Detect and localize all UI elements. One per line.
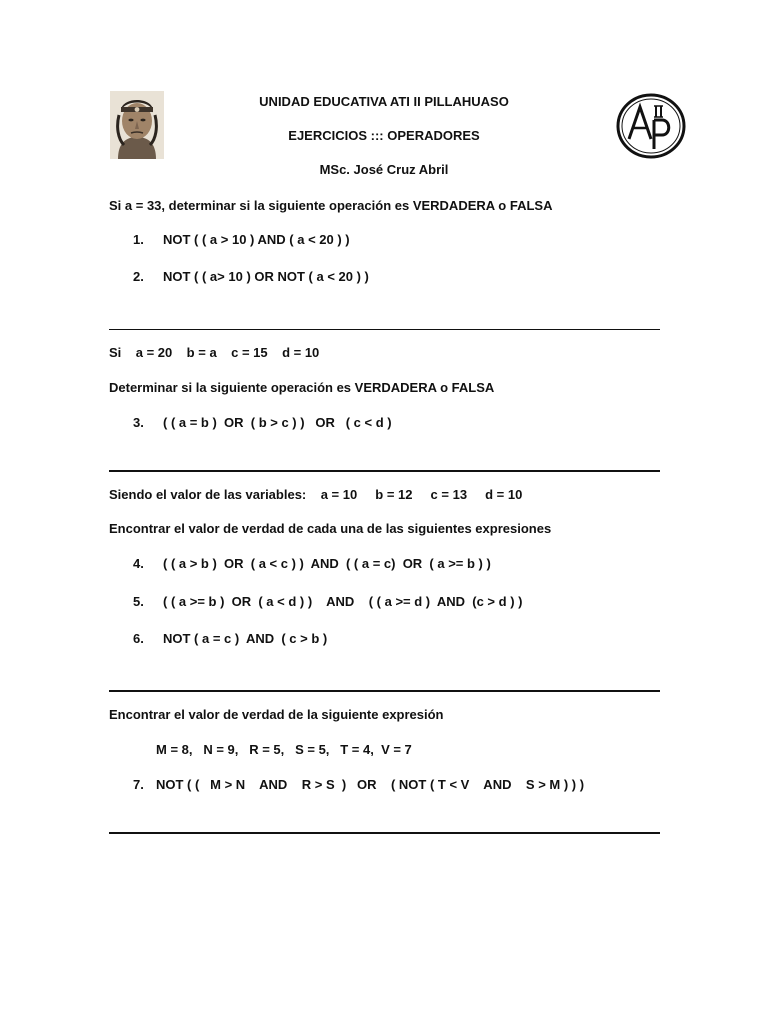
section3-given: Siendo el valor de las variables: a = 10 b = 12 c = 13 d = 10 (109, 487, 523, 502)
item-number: 4. (133, 556, 144, 571)
item-expression: NOT ( ( a > 10 ) AND ( a < 20 ) ) (163, 232, 350, 247)
item-number: 1. (133, 232, 144, 247)
section1-prompt: Si a = 33, determinar si la siguiente operación es VERDADERA o FALSA (109, 198, 553, 213)
item-expression: ( ( a > b ) OR ( a < c ) ) AND ( ( a = c) OR ( a >= b ) ) (163, 556, 491, 571)
section2-prompt: Determinar si la siguiente operación es VERDADERA o FALSA (109, 380, 495, 395)
section4-prompt: Encontrar el valor de verdad de la siguiente expresión (109, 707, 444, 722)
school-name: UNIDAD EDUCATIVA ATI II PILLAHUASO (259, 94, 509, 109)
section3-prompt: Encontrar el valor de verdad de cada una de las siguientes expresiones (109, 521, 552, 536)
item-number: 6. (133, 631, 144, 646)
item-number: 5. (133, 594, 144, 609)
section-divider (109, 470, 660, 472)
item-number: 7. (133, 777, 144, 792)
section-divider (109, 690, 660, 692)
item-number: 2. (133, 269, 144, 284)
section-divider (109, 329, 660, 330)
item-expression: ( ( a >= b ) OR ( a < d ) ) AND ( ( a >= d ) AND (c > d ) ) (163, 594, 523, 609)
section-divider (109, 832, 660, 834)
section4-given: M = 8, N = 9, R = 5, S = 5, T = 4, V = 7 (156, 742, 412, 757)
item-expression: NOT ( ( a> 10 ) OR NOT ( a < 20 ) ) (163, 269, 369, 284)
worksheet-title: EJERCICIOS ::: OPERADORES (288, 128, 480, 143)
section2-given: Si a = 20 b = a c = 15 d = 10 (109, 345, 320, 360)
item-expression: ( ( a = b ) OR ( b > c ) ) OR ( c < d ) (163, 415, 392, 430)
teacher-name: MSc. José Cruz Abril (319, 162, 449, 177)
item-expression: NOT ( ( M > N AND R > S ) OR ( NOT ( T < V AND S > M ) ) ) (156, 777, 585, 792)
item-expression: NOT ( a = c ) AND ( c > b ) (163, 631, 328, 646)
item-number: 3. (133, 415, 144, 430)
